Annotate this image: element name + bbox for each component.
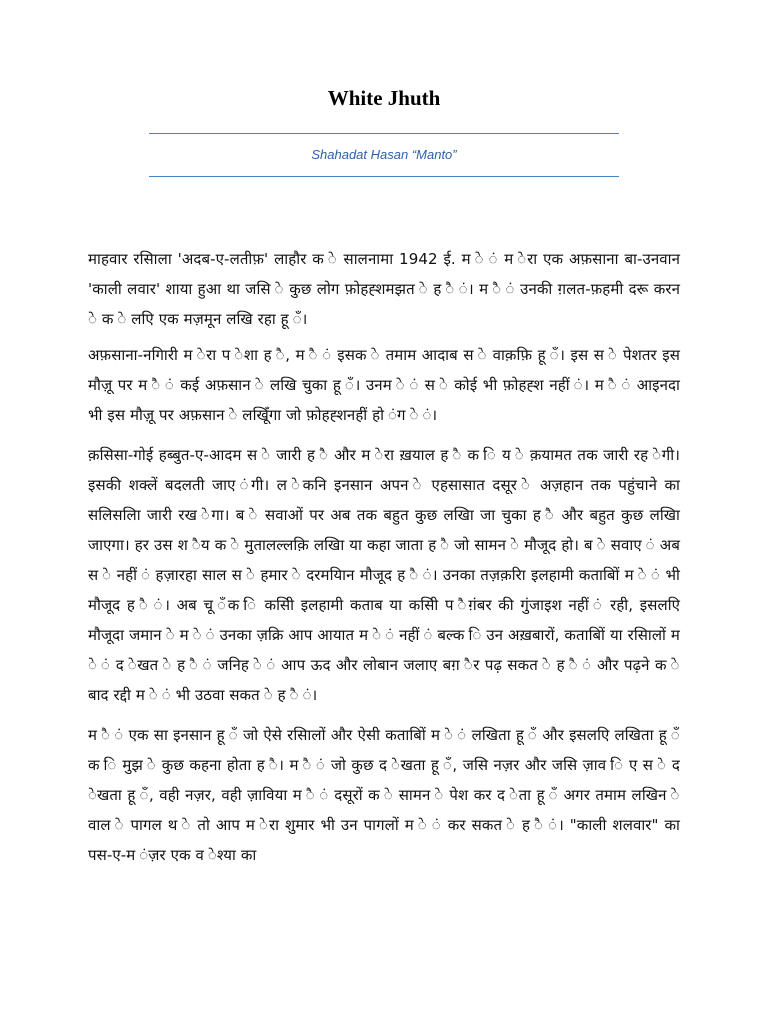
paragraph-2: अफ़साना-नगिारी म ेरा प ेशा ह ै, म ै ं इसक े तमाम आदाब स े वाक़फ़ि हू ँ। इस स े पेशतर इस मौज़ू पर म ै ं कई अफ़सान े लखि चुका हू ँ। उनम े ं स े कोई भी फ़ोहह्श नहीं ं। म ै ं आइनदा भी इस मौज़ू पर अफ़सान े लखिूँगा जो फ़ोहह्शनहीं हो ंग े ं। (88, 346, 680, 424)
title-divider-bottom (149, 176, 619, 177)
document-title: White Jhuth (327, 86, 441, 110)
paragraph-1: माहवार रसिाला 'अदब-ए-लतीफ़' लाहौर क े सालनामा 1942 ई. म े ं म ेरा एक अफ़साना बा-उनवान 'काली लवार' शाया हुआ था जसि े कुछ लोग फ़ोहह्शमझत े ह ै ं। म ै ं उनकी ग़लत-फ़हमी दरू करन े क े लएि एक मज़मून लखि रहा हू ँ। (88, 250, 680, 328)
paragraph-4: म ै ं एक सा इनसान हू ँ जो ऐसे रसिालों और ऐसी कताबिों म े ं लखिता हू ँ और इसलएि लखिता हू ँ क ि मुझ े कुछ कहना होता ह ै। म ै ं जो कुछ द ेखता हू ँ, जसि नज़र और जसि ज़ाव ि ए स े द ेखता हू ँ, वही नज़र, वही ज़ाविया म ै ं दसूरों क े सामन े पेश कर द ेता हू ँ अगर तमाम लखिन े वाल े पागल थ े तो आप म ेरा शुमार भी उन पागलों म े ं कर सकत े ह ै ं। "काली शलवार" का पस-ए-म ंज़र एक व ेश्या का (88, 726, 680, 864)
title-divider-top (149, 133, 619, 134)
document-body (88, 244, 680, 880)
paragraph-3: क़सिसा-गोई हब्बुत-ए-आदम स े जारी ह ै और म ेरा ख़याल ह ै क ि य े क़यामत तक जारी रह ेगी। इसकी शक्लें बदलती जाए ंगी। ल ेकनि इनसान अपन े एहसासात दसूर े अज़हान तक पहुंचाने का सलिसलिा जारी रख ेगा। ब े सवाओं पर अब तक बहुत कुछ लखिा जा चुका ह ै और बहुत कुछ लखिा जाएगा। हर उस श ैय क े मुतालल्लक़ि लखिा या कहा जाता ह ै जो सामन े मौजूद हो। ब े सवाए ं अब स े नहीं ं हज़ारहा साल स े हमार े दरमयिान मौजूद ह ै ं। उनका तज़क़रिा इलहामी कताबिों म े ं भी मौजूद ह ै ं। अब चू ँक ि कसिी इलहामी कताब या कसिी प ैग़ंबर की गुंजाइश नहीं ं रही, इसलएि मौजूदा जमान े म े ं उनका ज़क्रि आप आयात म े ं नहीं ं बल्क ि उन अख़बारों, कताबिों या रसिालों म े ं द ेखत े ह ै ं जनिह े ं आप ऊद और लोबान जलाए बग़ ैर पढ़ सकत े ह ै ं और पढ़ने क े बाद रद्दी म े ं भी उठवा सकत े ह ै ं। (88, 446, 680, 704)
author-line: Shahadat Hasan “Manto” (311, 147, 457, 162)
